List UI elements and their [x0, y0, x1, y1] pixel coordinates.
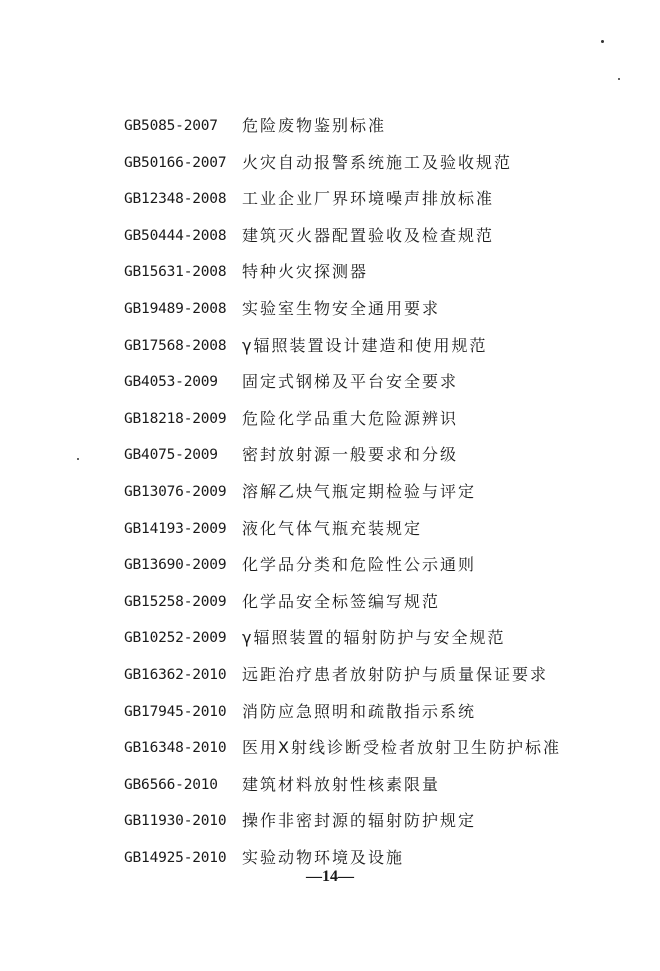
standard-title: 建筑灭火器配置验收及检查规范: [242, 225, 495, 245]
standard-code: GB6566-2010: [124, 776, 218, 793]
standard-title: 特种火灾探测器: [242, 262, 369, 282]
standard-code: GB13690-2009: [124, 557, 227, 574]
standard-code: GB4075-2009: [124, 447, 218, 464]
standard-title: 实验动物环境及设施: [242, 847, 405, 867]
standard-title: 操作非密封源的辐射防护规定: [242, 811, 477, 831]
standard-row: [0, 437, 660, 474]
standard-title: 密封放射源一般要求和分级: [242, 445, 459, 465]
standard-code: GB4053-2009: [124, 374, 218, 391]
standard-row: [0, 620, 660, 657]
page-number: —14—: [306, 868, 354, 885]
standard-row: [0, 254, 660, 291]
standard-code: GB16362-2010: [124, 666, 227, 683]
standard-row: [0, 401, 660, 438]
standard-row: [0, 511, 660, 548]
standard-title: 远距治疗患者放射防护与质量保证要求: [242, 664, 549, 684]
standard-row: [0, 108, 660, 145]
standard-title: 化学品分类和危险性公示通则: [242, 555, 477, 575]
standard-code: GB12348-2008: [124, 191, 227, 208]
standard-row: [0, 218, 660, 255]
standard-row: [0, 584, 660, 621]
standard-code: GB16348-2010: [124, 740, 227, 757]
standards-list: [0, 108, 660, 876]
standard-title: 液化气体气瓶充装规定: [242, 518, 423, 538]
standard-code: GB10252-2009: [124, 630, 227, 647]
standard-code: GB11930-2010: [124, 813, 227, 830]
standard-title: 化学品安全标签编写规范: [242, 591, 441, 611]
standard-title: 固定式钢梯及平台安全要求: [242, 372, 459, 392]
standard-title: 工业企业厂界环境噪声排放标准: [242, 189, 495, 209]
standard-title: 建筑材料放射性核素限量: [242, 774, 441, 794]
standard-title: 医用X射线诊断受检者放射卫生防护标准: [242, 738, 561, 758]
standard-row: [0, 328, 660, 365]
standard-title: γ辐照装置的辐射防护与安全规范: [242, 628, 506, 648]
standard-code: GB14193-2009: [124, 520, 227, 537]
standard-code: GB15258-2009: [124, 593, 227, 610]
standard-row: [0, 803, 660, 840]
standard-title: 实验室生物安全通用要求: [242, 298, 441, 318]
standard-code: GB17568-2008: [124, 337, 227, 354]
standard-row: [0, 767, 660, 804]
standard-row: [0, 474, 660, 511]
standard-title: 危险化学品重大危险源辨识: [242, 408, 459, 428]
standard-code: GB14925-2010: [124, 849, 227, 866]
standard-row: [0, 145, 660, 182]
standard-code: GB5085-2007: [124, 118, 218, 134]
standard-code: GB13076-2009: [124, 483, 227, 500]
standard-row: [0, 364, 660, 401]
standard-title: 危险废物鉴别标准: [242, 116, 387, 135]
standard-title: γ辐照装置设计建造和使用规范: [242, 335, 488, 355]
standard-code: GB19489-2008: [124, 300, 227, 317]
standard-title: 火灾自动报警系统施工及验收规范: [242, 152, 513, 172]
standard-row: [0, 657, 660, 694]
scan-speck: [618, 78, 620, 80]
standard-row: [0, 547, 660, 584]
standard-title: 消防应急照明和疏散指示系统: [242, 701, 477, 721]
standard-code: GB50166-2007: [124, 154, 227, 171]
standard-code: GB50444-2008: [124, 227, 227, 244]
standard-code: GB15631-2008: [124, 264, 227, 281]
standard-title: 溶解乙炔气瓶定期检验与评定: [242, 481, 477, 501]
standard-row: [0, 291, 660, 328]
standard-row: [0, 181, 660, 218]
standard-code: GB18218-2009: [124, 410, 227, 427]
standard-code: GB17945-2010: [124, 703, 227, 720]
scan-speck: [601, 40, 604, 43]
standard-row: [0, 694, 660, 731]
standard-row: [0, 730, 660, 767]
